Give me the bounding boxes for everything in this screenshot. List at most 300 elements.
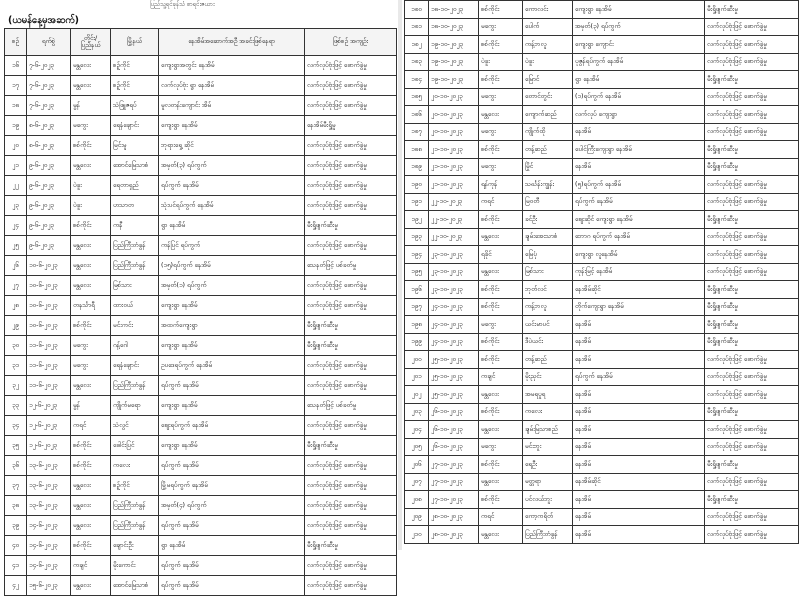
cell-location: ရွာ နေအိမ် [159,536,305,556]
cell-summary: လက်လုပ်ဗုံးဖြင့် ဖောက်ခွဲမှု [705,263,799,281]
cell-location: နေအိမ် [573,403,705,421]
column-header-date: ရက်စွဲ [27,29,71,56]
cell-summary: လက်လုပ်ဗုံးဖြင့် ဖောက်ခွဲမှု [305,496,397,516]
cell-no: ၁၈၀ [405,1,429,19]
cell-location: ဘောဂ ရပ်ကွက် နေအိမ် [573,228,705,246]
cell-no: ၄၀ [5,536,27,556]
cell-date: ၂၂-၁၀-၂၀၂၃ [429,193,479,211]
cell-summary: လက်လုပ်ဗုံးဖြင့် ဖောက်ခွဲမှု [705,508,799,526]
cell-region: စစ်ကိုင်း [71,216,111,236]
cell-region: မွန် [71,396,111,416]
cell-summary: သေနတ်ဖြင့် ပစ်ခတ်မှု [305,256,397,276]
cell-date: ၁၃-၆-၂၀၂၃ [27,496,71,516]
cell-township: ရေတာရှည် [111,176,159,196]
cell-location: ရပ်ကွက် နေအိမ် [159,556,305,576]
cell-no: ၁၇ [5,76,27,96]
cell-location: နေအိမ် [573,158,705,176]
cell-summary: မီးရှို့ဖျက်ဆီးမှု [705,1,799,19]
table-row [405,246,799,264]
cell-summary: လက်လုပ်ဗုံးဖြင့် ဖောက်ခွဲမှု [305,296,397,316]
table-row [5,256,397,276]
cell-summary: လက်လုပ်ဗုံးဖြင့် ဖောက်ခွဲမှု [705,421,799,439]
table-row [405,36,799,54]
cell-no: ၁၉၆ [405,281,429,299]
table-body-left [5,56,397,596]
cell-no: ၂၀၄ [405,421,429,439]
cell-region: ကရင် [479,193,523,211]
table-row [5,76,397,96]
cell-summary: သေနတ်ဖြင့် ပစ်ခတ်မှု [305,396,397,416]
cell-summary: မီးရှို့ဖျက်ဆီးမှု [705,316,799,334]
cell-date: ၈-၆-၂၀၂၃ [27,136,71,156]
cell-region: စစ်ကိုင်း [479,141,523,159]
cell-no: ၂၅ [5,236,27,256]
cell-no: ၁၈၈ [405,141,429,159]
table-row [405,18,799,36]
cell-township: ပြည်ကြီးတံခွန် [111,516,159,536]
cell-location: ကျေးရွာ ကျောင်း [573,36,705,54]
cell-region: မန္တလေး [71,576,111,596]
cell-region: ရန်ကုန် [479,176,523,194]
cell-township: ခင်ဦး [523,211,573,229]
cell-township: မြိုင် [523,158,573,176]
cell-date: ၂၈-၁၀-၂၀၂၃ [429,508,479,526]
cell-no: ၂၀၁ [405,368,429,386]
table-row [5,496,397,516]
cell-township: မိုးညှင်း [523,368,573,386]
cell-region: ရခိုင် [479,246,523,264]
cell-no: ၂၇ [5,276,27,296]
cell-location: နေအိမ်ဆိုင် [573,473,705,491]
cell-region: စစ်ကိုင်း [479,403,523,421]
cell-location: နေအိမ် [573,421,705,439]
cell-summary: မီးရှို့ဖျက်ဆီးမှု [705,158,799,176]
table-row [405,508,799,526]
cell-region: မန္တလေး [479,421,523,439]
cell-date: ၉-၆-၂၀၂၃ [27,156,71,176]
cell-date: ၁၂-၆-၂၀၂၃ [27,396,71,416]
cell-location: ဈေးဆိုင် ကျေးရွာ နေအိမ် [573,211,705,229]
cell-summary: လက်လုပ်ဗုံးဖြင့် ဖောက်ခွဲမှု [305,276,397,296]
table-row [405,158,799,176]
table-row [5,536,397,556]
cell-township: သံဖြူဇရပ် [111,96,159,116]
cell-no: ၁၉ [5,116,27,136]
cell-summary: နေအိမ်မီးရှို့မှု [305,116,397,136]
cell-date: ၁၄-၆-၂၀၂၃ [27,556,71,576]
table-row [405,1,799,19]
cell-region: မန္တလေး [479,263,523,281]
cell-region: စစ်ကိုင်း [71,456,111,476]
table-row [405,316,799,334]
cell-region: မန္တလေး [71,376,111,396]
cell-no: ၂၀၆ [405,456,429,474]
cell-no: ၁၈၁ [405,18,429,36]
cell-summary: လက်လုပ်ဗုံးဖြင့် ဖောက်ခွဲမှု [705,526,799,544]
cell-summary: မီးရှို့ဖျက်ဆီးမှု [705,281,799,299]
cell-no: ၂၀၇ [405,473,429,491]
column-header-no: စဉ် [5,29,27,56]
cell-summary: လက်လုပ်ဗုံးဖြင့် ဖောက်ခွဲမှု [705,106,799,124]
cell-township: သင်္ဃန်းကျွန်း [523,176,573,194]
cell-date: ၂၃-၁၀-၂၀၂၃ [429,246,479,264]
cell-summary: လက်လုပ်ဗုံးဖြင့် ဖောက်ခွဲမှု [705,473,799,491]
cell-no: ၁၉၂ [405,211,429,229]
cell-no: ၁၈၂ [405,36,429,54]
cell-region: စစ်ကိုင်း [479,333,523,351]
cell-no: ၃၇ [5,476,27,496]
table-row [5,116,397,136]
cell-date: ၈-၆-၂၀၂၃ [27,116,71,136]
table-row [405,281,799,299]
cell-no: ၃၄ [5,416,27,436]
cell-summary: လက်လုပ်ဗုံးဖြင့် ဖောက်ခွဲမှု [705,438,799,456]
table-row [5,576,397,596]
cell-township: စဉ့်ကိုင် [111,76,159,96]
cell-township: ဟသာတ [111,196,159,216]
cell-location: ရပ်ကွက် နေအိမ် [159,516,305,536]
cell-summary: လက်လုပ်ဗုံးဖြင့် ဖောက်ခွဲမှု [705,228,799,246]
cell-summary: မီးရှို့ဖျက်ဆီးမှု [705,333,799,351]
cell-township: ချမ်းအေးသာစံ [523,228,573,246]
table-row [5,316,397,336]
cell-region: မန္တလေး [479,228,523,246]
cell-region: စစ်ကိုင်း [479,491,523,509]
section-heading: (ယမန်နေ့မှအဆက်) [8,15,79,26]
cell-date: ၂၃-၁၀-၂၀၂၃ [429,263,479,281]
cell-township: ဂန့်ဂေါ [111,336,159,356]
table-row [405,176,799,194]
cell-location: နေအိမ် [573,438,705,456]
cell-date: ၁၁-၆-၂၀၂၃ [27,376,71,396]
cell-location: ရပ်ကွက် နေအိမ် [573,368,705,386]
table-row [5,436,397,456]
table-row [5,556,397,576]
cell-no: ၂၀၉ [405,508,429,526]
cell-township: ပြည်ကြီးတံခွန် [523,526,573,544]
cell-township: မိုးကောင်း [111,556,159,576]
cell-location: နေအိမ်ဆိုင် [573,281,705,299]
table-header-row [5,29,397,56]
cell-date: ၂၄-၁၀-၂၀၂၃ [429,298,479,316]
cell-date: ၁၉-၁၀-၂၀၂၃ [429,71,479,89]
cell-region: မန္တလေး [71,516,111,536]
cell-location: နေအိမ် [573,351,705,369]
cell-region: ကရင် [479,508,523,526]
cell-location: ကျေးရွာ နေအိမ် [159,436,305,456]
cell-date: ၂၂-၁၀-၂၀၂၃ [429,211,479,229]
table-row [5,356,397,376]
cell-township: ဘုတ်လင် [523,281,573,299]
cell-location: (၁၅)ရပ်ကွက် နေအိမ် [159,256,305,276]
cell-no: ၃၃ [5,396,27,416]
cell-township: တန့်ဆည် [523,351,573,369]
table-row [405,421,799,439]
cell-no: ၃၅ [5,436,27,456]
table-row [5,276,397,296]
cell-region: တနင်္သာရီ [71,296,111,316]
cell-date: ၂၄-၁၀-၂၀၂၃ [429,316,479,334]
table-row [5,176,397,196]
cell-township: ကလေး [523,403,573,421]
cell-date: ၁၂-၆-၂၀၂၃ [27,416,71,436]
incident-table-left [4,28,397,596]
cell-summary: လက်လုပ်ဗုံးဖြင့် ဖောက်ခွဲမှု [305,76,397,96]
table-row [405,491,799,509]
cell-township: ကျိုက်ထို [523,123,573,141]
table-row [405,123,799,141]
cell-location: ကျေးရွာ နေအိမ် [159,116,305,136]
cell-no: ၁၉၅ [405,263,429,281]
cell-location: လက်လုပ်ဗုံး ရွာ နေအိမ် [159,76,305,96]
cell-summary: လက်လုပ်ဗုံးဖြင့် ဖောက်ခွဲမှု [305,156,397,176]
cell-region: မန္တလေး [71,56,111,76]
cell-summary: လက်လုပ်ဗုံးဖြင့် ဖောက်ခွဲမှု [305,376,397,396]
cell-summary: လက်လုပ်ဗုံးဖြင့် ဖောက်ခွဲမှု [305,136,397,156]
cell-location: ကျေးရွာ လူနေအိမ် [573,246,705,264]
cell-region: စစ်ကိုင်း [479,36,523,54]
cell-summary: လက်လုပ်ဗုံးဖြင့် ဖောက်ခွဲမှု [305,356,397,376]
cell-date: ၁၀-၆-၂၀၂၃ [27,276,71,296]
cell-region: မကွေး [479,123,523,141]
cell-date: ၂၁-၁၀-၂၀၂၃ [429,176,479,194]
cell-location: နေအိမ် [573,508,705,526]
cell-no: ၂၀၀ [405,351,429,369]
column-header-location: နေအိမ်အဆောက်အဦ အခင်းဖြစ်နေရာ [159,29,305,56]
cell-summary: လက်လုပ်ဗုံးဖြင့် ဖောက်ခွဲမှု [705,36,799,54]
cell-summary: လက်လုပ်ဗုံးဖြင့် ဖောက်ခွဲမှု [705,193,799,211]
cell-location: ရပ်ကွက် နေအိမ် [573,193,705,211]
cell-no: ၁၈၄ [405,71,429,89]
cell-no: ၁၉၇ [405,298,429,316]
cell-no: ၁၉၉ [405,333,429,351]
table-row [405,263,799,281]
cell-location: နေအိမ် [573,333,705,351]
cell-region: စစ်ကိုင်း [71,316,111,336]
cell-township: မြစ်သား [111,276,159,296]
cell-location: ကျေးရွာ နေအိမ် [159,296,305,316]
cell-location: နေအိမ် [573,386,705,404]
cell-no: ၂၀၃ [405,403,429,421]
table-row [5,236,397,256]
cell-location: နေအိမ် [573,316,705,334]
cell-township: စဉ့်ကိုင် [111,56,159,76]
table-row [405,368,799,386]
cell-no: ၃၉ [5,516,27,536]
cell-township: မတ္တရာ [523,473,573,491]
cell-region: မကွေး [479,158,523,176]
cell-date: ၂၅-၁၀-၂၀၂၃ [429,351,479,369]
cell-region: ပဲခူး [479,53,523,71]
cell-location: ကုန်းမြင့် နေအိမ် [573,263,705,281]
cell-no: ၂၀၅ [405,438,429,456]
table-row [405,438,799,456]
cell-no: ၂၀ [5,136,27,156]
cell-summary: လက်လုပ်ဗုံးဖြင့် ဖောက်ခွဲမှု [305,416,397,436]
cell-date: ၂၀-၁၀-၂၀၂၃ [429,88,479,106]
cell-region: စစ်ကိုင်း [479,281,523,299]
cell-date: ၉-၆-၂၀၂၃ [27,176,71,196]
cell-summary: လက်လုပ်ဗုံးဖြင့် ဖောက်ခွဲမှု [705,351,799,369]
cell-township: မြဝတီ [523,193,573,211]
cell-location: ပုဇွန်ရပ်ကွက် နေအိမ် [573,53,705,71]
cell-date: ၇-၆-၂၀၂၃ [27,56,71,76]
cell-date: ၇-၆-၂၀၂၃ [27,76,71,96]
table-row [405,71,799,89]
cell-region: မကွေး [71,116,111,136]
cell-summary: လက်လုပ်ဗုံးဖြင့် ဖောက်ခွဲမှု [705,123,799,141]
cell-township: ပြည်ကြီးတံခွန် [111,496,159,516]
cell-date: ၂၆-၁၀-၂၀၂၃ [429,438,479,456]
table-row [405,141,799,159]
table-row [5,456,397,476]
cell-location: (၅)ရပ်ကွက် နေအိမ် [573,176,705,194]
cell-date: ၁၃-၆-၂၀၂၃ [27,476,71,496]
incident-table-right [404,0,799,544]
cell-region: ကရင် [71,416,111,436]
table-row [5,196,397,216]
cell-date: ၁၈-၁၀-၂၀၂၃ [429,1,479,19]
cell-location: ရွာ နေအိမ် [159,216,305,236]
cell-location: နေအိမ် [573,491,705,509]
cell-township: တန့်ဆည် [523,141,573,159]
cell-location: ကန်ပြင် ရပ်ကွက် [159,236,305,256]
cell-date: ၂၁-၁၀-၂၀၂၃ [429,141,479,159]
cell-no: ၁၈၇ [405,123,429,141]
cell-region: မကွေး [71,336,111,356]
cell-no: ၃၀ [5,336,27,356]
cell-summary: လက်လုပ်ဗုံးဖြင့် ဖောက်ခွဲမှု [705,368,799,386]
cell-no: ၄၂ [5,576,27,596]
cell-township: အောင်မြေသာစံ [111,576,159,596]
table-row [405,193,799,211]
cell-township: မင်းဘူး [523,438,573,456]
cell-region: မန္တလေး [71,76,111,96]
cell-date: ၉-၆-၂၀၂၃ [27,196,71,216]
cell-no: ၁၆ [5,56,27,76]
cell-summary: မီးရှို့ဖျက်ဆီးမှု [305,316,397,336]
cell-region: စစ်ကိုင်း [479,351,523,369]
cell-township: သံလွင် [111,416,159,436]
cell-location: ရပ်ကွက် နေအိမ် [159,376,305,396]
cell-township: ကော့ကရိတ် [523,508,573,526]
cell-summary: လက်လုပ်ဗုံးဖြင့် ဖောက်ခွဲမှု [705,88,799,106]
cell-no: ၂၁၀ [405,526,429,544]
right-page [402,0,800,550]
cell-date: ၇-၆-၂၀၂၃ [27,96,71,116]
cell-date: ၂၆-၁၀-၂၀၂၃ [429,421,479,439]
cell-date: ၁၉-၁၀-၂၀၂၃ [429,53,479,71]
cell-location: အထက်ကျေးရွာ [159,316,305,336]
cell-date: ၁၄-၆-၂၀၂၃ [27,536,71,556]
cell-township: ပြည်ကြီးတံခွန် [111,376,159,396]
cell-date: ၉-၆-၂၀၂၃ [27,236,71,256]
cell-location: ပေါင်ကြီးကျေးရွာ နေအိမ် [573,141,705,159]
cell-region: စစ်ကိုင်း [479,298,523,316]
column-header-region: တိုင်း/ ပြည်နယ် [71,29,111,56]
cell-summary: လက်လုပ်ဗုံးဖြင့် ဖောက်ခွဲမှု [305,176,397,196]
cell-township: ကောလင်း [523,1,573,19]
cell-date: ၂၀-၁၀-၂၀၂၃ [429,123,479,141]
cell-region: မန္တလေး [479,526,523,544]
cell-township: ကျောက်ဆည် [523,106,573,124]
table-row [405,403,799,421]
cell-no: ၁၉၃ [405,228,429,246]
cell-summary: မီးရှို့ဖျက်ဆီးမှု [705,456,799,474]
cell-summary: လက်လုပ်ဗုံးဖြင့် ဖောက်ခွဲမှု [705,176,799,194]
cell-region: ကချင် [479,368,523,386]
cell-no: ၁၉၈ [405,316,429,334]
cell-summary: လက်လုပ်ဗုံးဖြင့် ဖောက်ခွဲမှု [305,456,397,476]
cell-region: မန္တလေး [71,156,111,176]
cell-date: ၂၀-၁၀-၂၀၂၃ [429,106,479,124]
table-row [5,296,397,316]
cell-date: ၁၀-၆-၂၀၂၃ [27,256,71,276]
cell-no: ၁၉၄ [405,246,429,264]
cell-location: ရပ်ကွက် နေအိမ် [159,576,305,596]
cell-township: ချမ်းမြသာစည် [523,421,573,439]
cell-region: မကွေး [479,316,523,334]
cell-location: ရပ်ကွက် နေအိမ် [159,176,305,196]
cell-region: မကွေး [71,356,111,376]
cell-summary: လက်လုပ်ဗုံးဖြင့် ဖောက်ခွဲမှု [305,556,397,576]
cell-date: ၂၅-၁၀-၂၀၂၃ [429,386,479,404]
cell-summary: မီးရှို့ဖျက်ဆီးမှု [705,298,799,316]
cell-no: ၁၈၅ [405,88,429,106]
cell-no: ၂၆ [5,256,27,276]
cell-no: ၃၁ [5,356,27,376]
cell-location: မြို့မရပ်ကွက် နေအိမ် [159,476,305,496]
cell-township: ရေနံချောင်း [111,356,159,376]
cell-date: ၂၇-၁၀-၂၀၂၃ [429,456,479,474]
cell-date: ၁၅-၆-၂၀၂၃ [27,576,71,596]
cell-location: မူလတန်းကျောင်း အိမ် [159,96,305,116]
cell-no: ၁၉၀ [405,176,429,194]
cell-township: အောင်မြေသာစံ [111,156,159,176]
cell-summary: မီးရှို့ဖျက်ဆီးမှု [705,141,799,159]
cell-date: ၂၄-၁၀-၂၀၂၃ [429,333,479,351]
cell-region: စစ်ကိုင်း [71,436,111,456]
cell-township: ပြည်ကြီးတံခွန် [111,236,159,256]
cell-no: ၂၄ [5,216,27,236]
cell-no: ၃၈ [5,496,27,516]
cell-location: နေအိမ် [573,526,705,544]
cell-summary: လက်လုပ်ဗုံးဖြင့် ဖောက်ခွဲမှု [305,56,397,76]
cell-location: လက်လုပ် ကျေးရွာ [573,106,705,124]
cell-region: ပဲခူး [71,176,111,196]
cell-region: ကချင် [71,556,111,576]
cell-date: ၂၇-၁၀-၂၀၂၃ [429,473,479,491]
cell-region: ပဲခူး [71,196,111,216]
cell-region: မကွေး [479,88,523,106]
cell-region: မန္တလေး [479,473,523,491]
table-row [405,53,799,71]
cell-summary: မီးရှို့ဖျက်ဆီးမှု [305,216,397,236]
table-row [405,106,799,124]
cell-region: မန္တလေး [71,256,111,276]
cell-no: ၁၈ [5,96,27,116]
cell-township: ကျိုက်မရော [111,396,159,416]
cell-date: ၁၉-၁၀-၂၀၂၃ [429,36,479,54]
cell-township: မြေပုံ [523,246,573,264]
table-row [405,88,799,106]
cell-location: ကျေးရွာအတွင်း နေအိမ် [159,56,305,76]
cell-no: ၄၁ [5,556,27,576]
table-row [405,473,799,491]
cell-summary: မီးရှို့ဖျက်ဆီးမှု [305,536,397,556]
cell-location: ဈေးရပ်ကွက် နေအိမ် [159,416,305,436]
cell-no: ၁၉၁ [405,193,429,211]
